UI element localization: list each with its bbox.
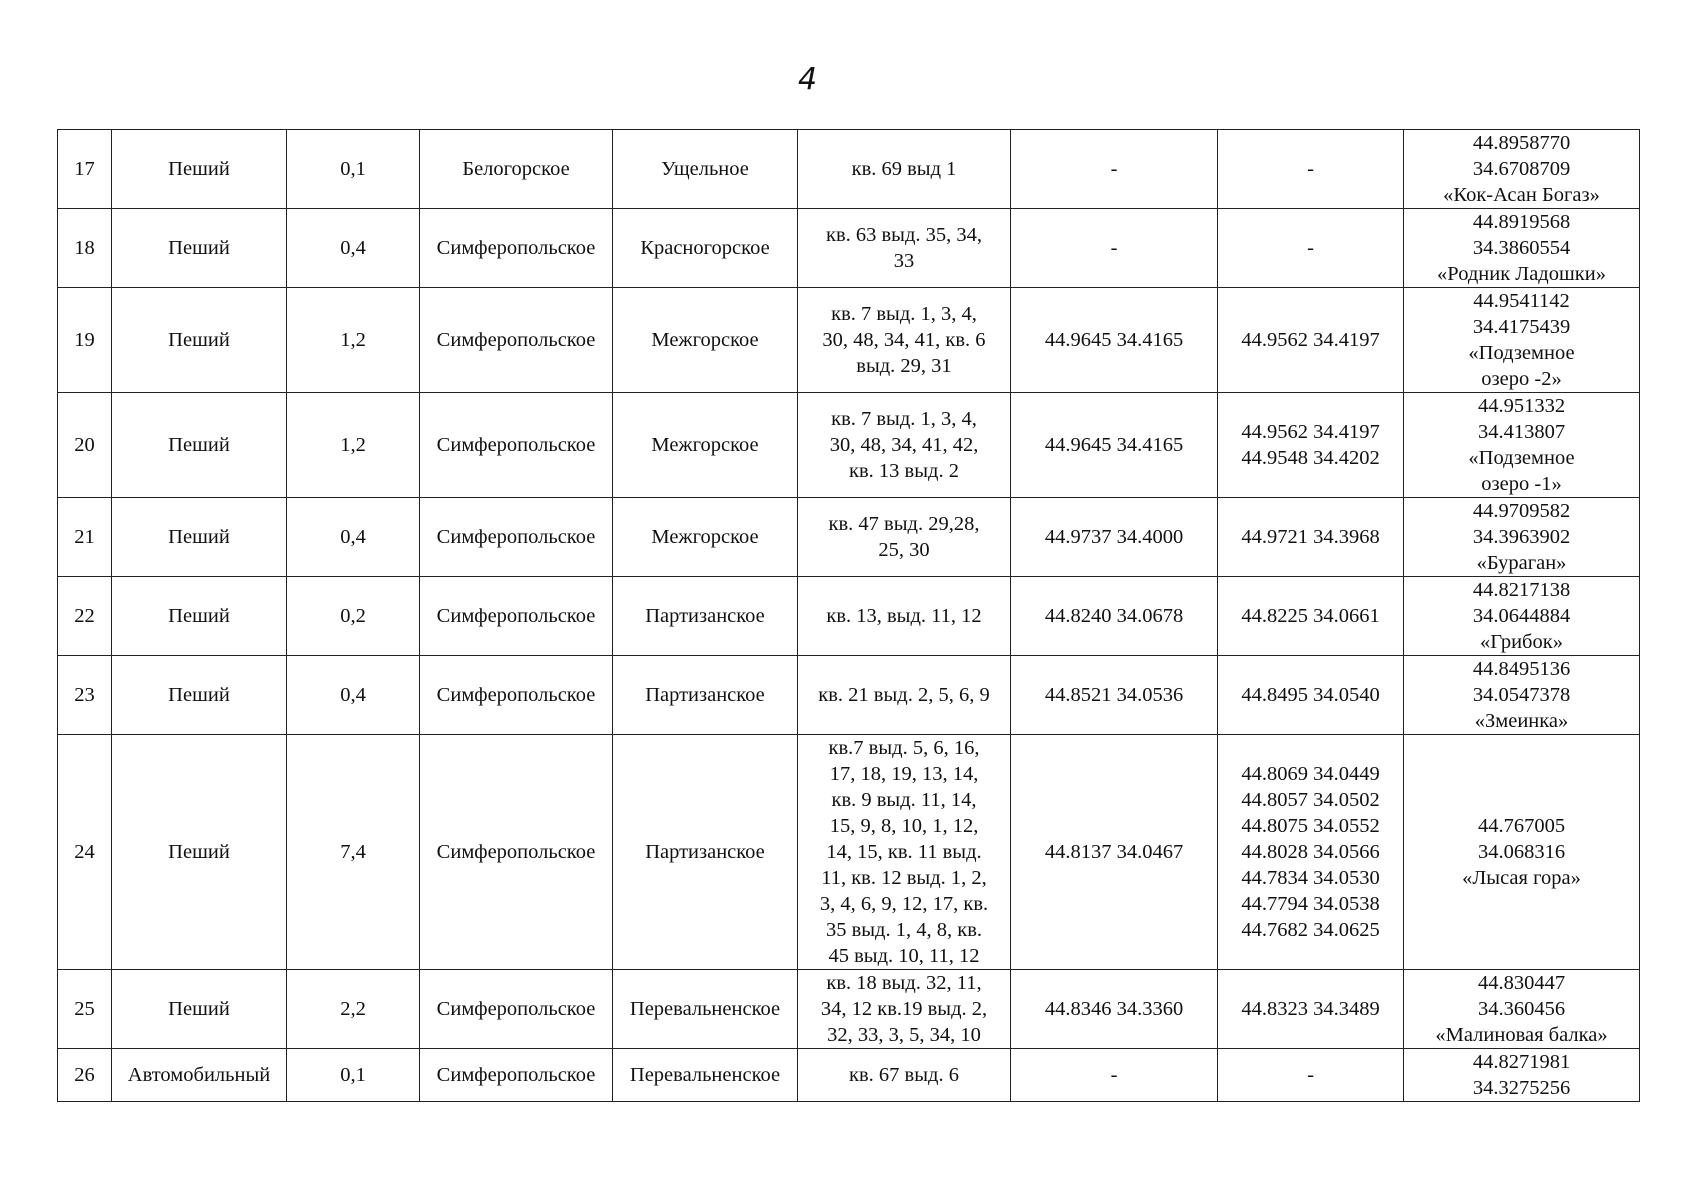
- end-point-cell: 44.767005 34.068316 «Лысая гора»: [1404, 735, 1640, 970]
- route-type-cell: Пеший: [112, 288, 287, 393]
- quarters-allotments-cell: кв. 21 выд. 2, 5, 6, 9: [798, 656, 1011, 735]
- table-row: [58, 130, 1640, 209]
- row-number-cell: 18: [58, 209, 112, 288]
- route-type-cell: Пеший: [112, 498, 287, 577]
- forestry-name-cell: Симферопольское: [420, 393, 613, 498]
- quarters-allotments-cell: кв. 13, выд. 11, 12: [798, 577, 1011, 656]
- route-length-km-cell: 0,2: [287, 577, 420, 656]
- start-coordinates-cell: 44.9645 34.4165: [1011, 288, 1218, 393]
- end-point-cell: 44.8495136 34.0547378 «Змеинка»: [1404, 656, 1640, 735]
- end-point-cell: 44.9709582 34.3963902 «Бураган»: [1404, 498, 1640, 577]
- forestry-name-cell: Симферопольское: [420, 656, 613, 735]
- start-coordinates-cell: -: [1011, 130, 1218, 209]
- route-length-km-cell: 2,2: [287, 970, 420, 1049]
- quarters-allotments-cell: кв. 69 выд 1: [798, 130, 1011, 209]
- row-number-cell: 22: [58, 577, 112, 656]
- forestry-name-cell: Симферопольское: [420, 735, 613, 970]
- start-coordinates-cell: 44.8521 34.0536: [1011, 656, 1218, 735]
- forestry-name-cell: Симферопольское: [420, 209, 613, 288]
- row-number-cell: 19: [58, 288, 112, 393]
- row-number-cell: 20: [58, 393, 112, 498]
- district-forestry-cell: Межгорское: [613, 498, 798, 577]
- row-number-cell: 26: [58, 1049, 112, 1102]
- waypoint-coordinates-cell: 44.9562 34.4197: [1218, 288, 1404, 393]
- route-length-km-cell: 1,2: [287, 393, 420, 498]
- waypoint-coordinates-cell: -: [1218, 1049, 1404, 1102]
- quarters-allotments-cell: кв. 7 выд. 1, 3, 4, 30, 48, 34, 41, кв. 6 выд. 29, 31: [798, 288, 1011, 393]
- quarters-allotments-cell: кв.7 выд. 5, 6, 16, 17, 18, 19, 13, 14, кв. 9 выд. 11, 14, 15, 9, 8, 10, 1, 12, 14, 15, кв. 11 выд. 11, кв. 12 выд. 1, 2, 3, 4, 6, 9, 12, 17, кв. 35 выд. 1, 4, 8, кв. 45 выд. 10, 11, 12: [798, 735, 1011, 970]
- routes-table: [57, 129, 1640, 1102]
- end-point-cell: 44.8958770 34.6708709 «Кок-Асан Богаз»: [1404, 130, 1640, 209]
- district-forestry-cell: Партизанское: [613, 656, 798, 735]
- end-point-cell: 44.8919568 34.3860554 «Родник Ладошки»: [1404, 209, 1640, 288]
- table-row: [58, 1049, 1640, 1102]
- route-length-km-cell: 7,4: [287, 735, 420, 970]
- table-row: [58, 577, 1640, 656]
- quarters-allotments-cell: кв. 47 выд. 29,28, 25, 30: [798, 498, 1011, 577]
- route-type-cell: Пеший: [112, 209, 287, 288]
- route-length-km-cell: 0,4: [287, 656, 420, 735]
- route-type-cell: Автомобильный: [112, 1049, 287, 1102]
- district-forestry-cell: Партизанское: [613, 735, 798, 970]
- row-number-cell: 21: [58, 498, 112, 577]
- start-coordinates-cell: 44.8346 34.3360: [1011, 970, 1218, 1049]
- quarters-allotments-cell: кв. 7 выд. 1, 3, 4, 30, 48, 34, 41, 42, кв. 13 выд. 2: [798, 393, 1011, 498]
- route-length-km-cell: 0,4: [287, 209, 420, 288]
- row-number-cell: 23: [58, 656, 112, 735]
- end-point-cell: 44.951332 34.413807 «Подземное озеро -1»: [1404, 393, 1640, 498]
- route-type-cell: Пеший: [112, 393, 287, 498]
- route-type-cell: Пеший: [112, 656, 287, 735]
- waypoint-coordinates-cell: -: [1218, 209, 1404, 288]
- waypoint-coordinates-cell: 44.9721 34.3968: [1218, 498, 1404, 577]
- end-point-cell: 44.8217138 34.0644884 «Грибок»: [1404, 577, 1640, 656]
- route-length-km-cell: 1,2: [287, 288, 420, 393]
- district-forestry-cell: Ущельное: [613, 130, 798, 209]
- quarters-allotments-cell: кв. 67 выд. 6: [798, 1049, 1011, 1102]
- forestry-name-cell: Симферопольское: [420, 970, 613, 1049]
- start-coordinates-cell: 44.9737 34.4000: [1011, 498, 1218, 577]
- table-row: [58, 498, 1640, 577]
- start-coordinates-cell: 44.8137 34.0467: [1011, 735, 1218, 970]
- start-coordinates-cell: -: [1011, 209, 1218, 288]
- table-row: [58, 656, 1640, 735]
- end-point-cell: 44.830447 34.360456 «Малиновая балка»: [1404, 970, 1640, 1049]
- district-forestry-cell: Партизанское: [613, 577, 798, 656]
- row-number-cell: 17: [58, 130, 112, 209]
- row-number-cell: 25: [58, 970, 112, 1049]
- district-forestry-cell: Красногорское: [613, 209, 798, 288]
- waypoint-coordinates-cell: -: [1218, 130, 1404, 209]
- route-length-km-cell: 0,4: [287, 498, 420, 577]
- end-point-cell: 44.9541142 34.4175439 «Подземное озеро -2»: [1404, 288, 1640, 393]
- table-row: [58, 735, 1640, 970]
- quarters-allotments-cell: кв. 63 выд. 35, 34, 33: [798, 209, 1011, 288]
- route-length-km-cell: 0,1: [287, 130, 420, 209]
- route-length-km-cell: 0,1: [287, 1049, 420, 1102]
- table-row: [58, 288, 1640, 393]
- table-row: [58, 393, 1640, 498]
- start-coordinates-cell: -: [1011, 1049, 1218, 1102]
- waypoint-coordinates-cell: 44.8069 34.0449 44.8057 34.0502 44.8075 34.0552 44.8028 34.0566 44.7834 34.0530 44.7794 34.0538 44.7682 34.0625: [1218, 735, 1404, 970]
- district-forestry-cell: Перевальненское: [613, 970, 798, 1049]
- district-forestry-cell: Межгорское: [613, 288, 798, 393]
- forestry-name-cell: Белогорское: [420, 130, 613, 209]
- district-forestry-cell: Межгорское: [613, 393, 798, 498]
- row-number-cell: 24: [58, 735, 112, 970]
- quarters-allotments-cell: кв. 18 выд. 32, 11, 34, 12 кв.19 выд. 2, 32, 33, 3, 5, 34, 10: [798, 970, 1011, 1049]
- district-forestry-cell: Перевальненское: [613, 1049, 798, 1102]
- forestry-name-cell: Симферопольское: [420, 288, 613, 393]
- forestry-name-cell: Симферопольское: [420, 1049, 613, 1102]
- waypoint-coordinates-cell: 44.8495 34.0540: [1218, 656, 1404, 735]
- route-type-cell: Пеший: [112, 970, 287, 1049]
- page-number: 4: [798, 62, 818, 97]
- end-point-cell: 44.8271981 34.3275256: [1404, 1049, 1640, 1102]
- forestry-name-cell: Симферопольское: [420, 498, 613, 577]
- forestry-name-cell: Симферопольское: [420, 577, 613, 656]
- start-coordinates-cell: 44.8240 34.0678: [1011, 577, 1218, 656]
- waypoint-coordinates-cell: 44.8225 34.0661: [1218, 577, 1404, 656]
- route-type-cell: Пеший: [112, 577, 287, 656]
- start-coordinates-cell: 44.9645 34.4165: [1011, 393, 1218, 498]
- table-row: [58, 209, 1640, 288]
- table-row: [58, 970, 1640, 1049]
- route-type-cell: Пеший: [112, 130, 287, 209]
- waypoint-coordinates-cell: 44.9562 34.4197 44.9548 34.4202: [1218, 393, 1404, 498]
- waypoint-coordinates-cell: 44.8323 34.3489: [1218, 970, 1404, 1049]
- route-type-cell: Пеший: [112, 735, 287, 970]
